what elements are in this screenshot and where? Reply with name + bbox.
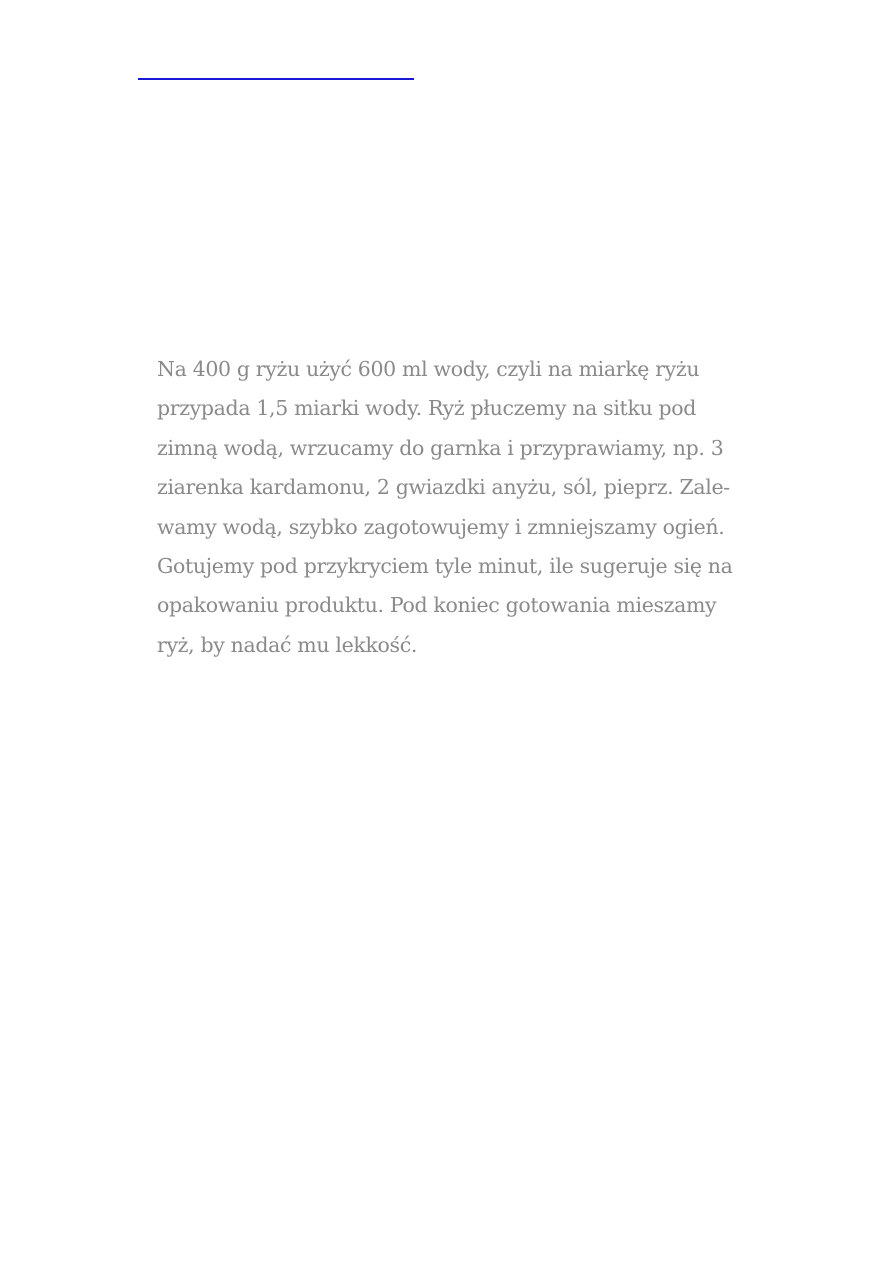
paragraph-line: wamy wodą, szybko zagotowujemy i zmniejszamy ogień. (157, 514, 725, 539)
paragraph-line: przypada 1,5 miarki wody. Ryż płuczemy na sitku pod (157, 396, 697, 421)
recipe-paragraph (157, 350, 757, 665)
paragraph-line: ziarenka kardamonu, 2 gwiazdki anyżu, sól, pieprz. Zale- (157, 475, 730, 500)
paragraph-line: ryż, by nadać mu lekkość. (157, 632, 418, 657)
header-rule (138, 78, 414, 80)
paragraph-line: Na 400 g ryżu użyć 600 ml wody, czyli na miarkę ryżu (157, 357, 700, 381)
paragraph-line: zimną wodą, wrzucamy do garnka i przyprawiamy, np. 3 (157, 435, 724, 460)
paragraph-line: Gotujemy pod przykryciem tyle minut, ile sugeruje się na (157, 554, 733, 579)
paragraph-line: opakowaniu produktu. Pod koniec gotowania mieszamy (157, 593, 717, 618)
